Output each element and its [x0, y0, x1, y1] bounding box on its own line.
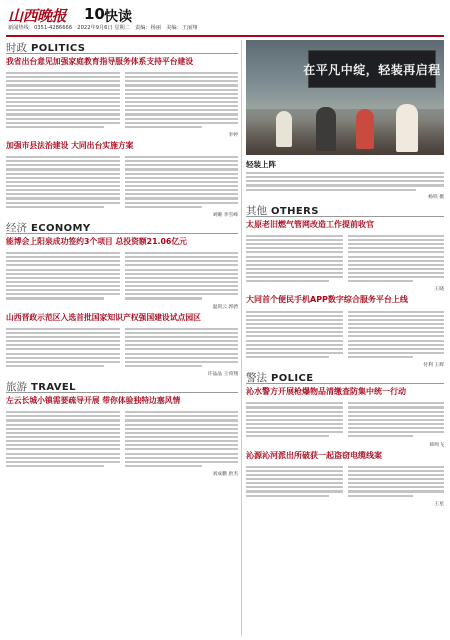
article-body [6, 250, 238, 302]
photo-person [356, 109, 374, 149]
article-headline[interactable]: 我省出台意见加强家庭教育指导服务体系支持平台建设 [6, 57, 194, 66]
section-header-others [246, 203, 444, 217]
article-byline: 王星 [434, 501, 444, 507]
section-label-cn: 其他 [246, 204, 267, 217]
section-label-cn: 警法 [246, 372, 267, 385]
article-headline[interactable]: 大同首个便民手机APP数字综合服务平台上线 [246, 295, 408, 305]
section-label-en: TRAVEL [31, 382, 76, 394]
column-divider [241, 40, 242, 636]
article-byline: 刘成鹏 唐杰 [212, 472, 238, 478]
photo-person [396, 104, 418, 152]
section-label-en: OTHERS [271, 205, 319, 217]
article-body [246, 400, 444, 439]
article-body [6, 409, 238, 469]
photo-person [316, 107, 336, 151]
masthead-meta: 新闻热线：0351-4286666 2022年9月6日 星期二 责编：杨丽 美编：王丽翔 [8, 25, 198, 31]
article-headline[interactable]: 山西晋政示范区入选首批国家知识产权强国建设试点园区 [6, 312, 201, 322]
article-headline[interactable]: 加强市县法治建设 大同出台实施方案 [6, 141, 134, 151]
article-byline: 刘姗 李雪峰 [212, 212, 238, 218]
article-body [6, 326, 238, 369]
article-body [246, 308, 444, 360]
article-byline: 韩鸣飞 [429, 442, 444, 448]
photo-byline: 杨铁 摄 [428, 194, 444, 200]
article-headline[interactable]: 沁源沁河派出所破获一起盗窃电缆线案 [246, 450, 382, 460]
section-label-en: POLICE [271, 373, 314, 385]
section-header-travel [6, 379, 238, 393]
section-header-police [246, 370, 444, 384]
photo-person [276, 111, 292, 147]
article-byline: 王晓 [434, 287, 444, 293]
photo-billboard [303, 50, 441, 88]
section-label-cn: 时政 [6, 42, 27, 54]
article-headline[interactable]: 沁水警方开展枪爆物品清缴查防集中统一行动 [246, 387, 406, 397]
newspaper-logo: 山西晚报 [8, 7, 67, 25]
article-byline: 温剑云 郭骋 [212, 304, 238, 310]
article-headline[interactable]: 能博会上阳泉成功签约3个项目 总投资额21.06亿元 [6, 236, 187, 246]
article-byline: 许晶晶 王舜翔 [207, 372, 238, 378]
section-header-politics [6, 40, 238, 54]
section-label-en: ECONOMY [31, 222, 91, 234]
article-body [6, 154, 238, 210]
photo-caption-text [246, 172, 444, 191]
left-column [6, 40, 238, 477]
right-column [246, 40, 444, 507]
masthead [6, 3, 444, 33]
section-title: 快读 [104, 9, 132, 25]
article-body [246, 464, 444, 499]
article-byline: 付利 王辉 [423, 363, 444, 369]
section-label-en: POLITICS [31, 43, 86, 54]
article-headline[interactable]: 左云长城小镇需要疏导开展 带你体验独特边塞风情 [6, 396, 181, 406]
section-label-cn: 经济 [6, 221, 27, 234]
article-body [6, 70, 238, 130]
header-rule [6, 35, 444, 37]
article-byline: 李婷 [228, 133, 238, 139]
article-headline[interactable]: 太原老旧燃气管网改造工作提前收官 [246, 219, 374, 229]
section-header-economy [6, 220, 238, 234]
billboard-text: 在平凡中绽，轻装再启程 [303, 62, 441, 77]
news-photo[interactable] [246, 40, 444, 155]
photo-caption-title: 轻装上阵 [246, 160, 276, 169]
section-label-cn: 旅游 [6, 381, 27, 394]
page-number: 10 [84, 5, 105, 23]
article-body [246, 233, 444, 285]
